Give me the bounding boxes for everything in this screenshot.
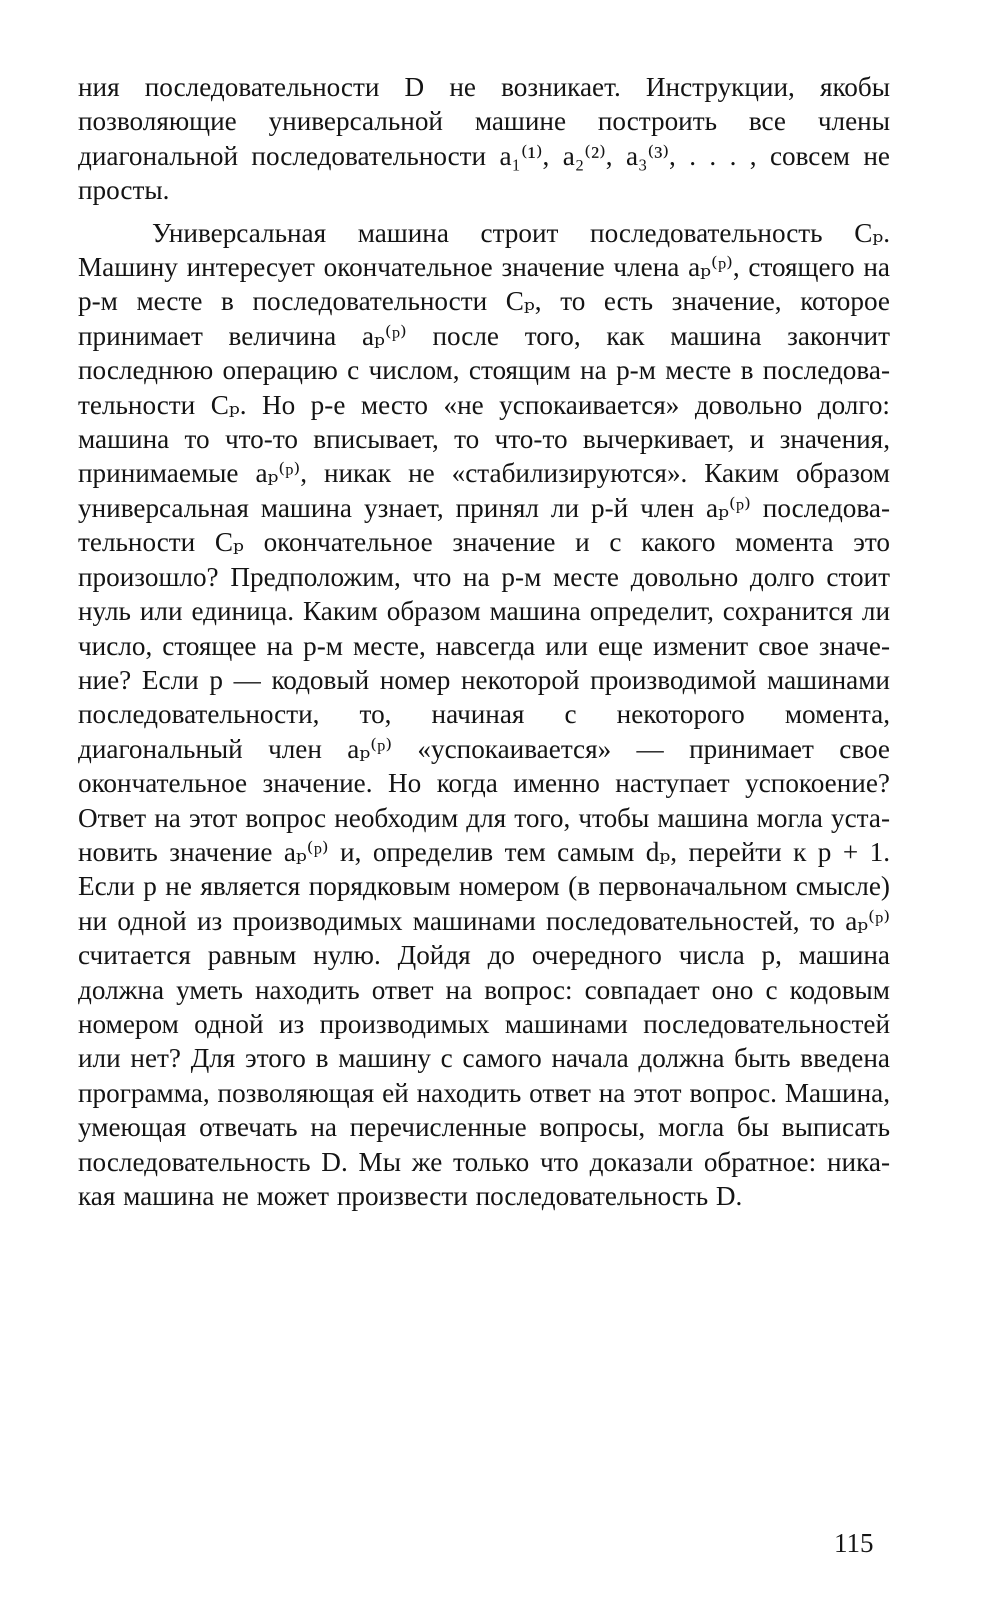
paragraph-universal-machine: Универсальная машина строит последовательность Cₚ. Машину интересует окончательное значение члена aₚ⁽ᵖ⁾, стоящего на p-м месте в последовательности Cₚ, то есть значение, которое принимает величина aₚ⁽ᵖ⁾ после того, как машина закончит последнюю операцию с числом, стоящим на p-м месте в последовательности Cₚ. Но p-е место «не успокаивается» довольно долго: машина то что-то вписывает, то что-то вычеркивает, и значения, принимаемые aₚ⁽ᵖ⁾, никак не «стабилизируются». Каким образом универсальная машина узнает, принял ли p-й член aₚ⁽ᵖ⁾ последовательности Cₚ окончательное значение и с какого момента это произошло? Предположим, что на p-м месте довольно долго стоит нуль или единица. Каким образом машина определит, сохранится ли число, стоящее на p-м месте, навсегда или еще изменит свое значение? Если p — кодовый номер некоторой производимой машинами последовательности, то, начиная с некоторого момента, диагональный член aₚ⁽ᵖ⁾ «успокаивается» — принимает свое окончательное значение. Но когда именно наступает успокоение? Ответ на этот вопрос необходим для того, чтобы машина могла установить значение aₚ⁽ᵖ⁾ и, определив тем самым dₚ, перейти к p + 1. Если p не является порядковым номером (в первоначальном смысле) ни одной из производимых машинами последовательностей, то aₚ⁽ᵖ⁾ считается равным нулю. Дойдя до очередного числа p, машина должна уметь находить ответ на вопрос: совпадает оно с кодовым номером одной из производимых машинами последовательностей или нет? Для этого в машину с самого начала должна быть введена программа, позволяющая ей находить ответ на этот вопрос. Машина, умеющая отвечать на перечисленные вопросы, могла бы выписать последовательность D. Мы же только что доказали обратное: никакая машина не может произвести последовательность D. (78, 217, 890, 1211)
paragraph-continuation: ния последовательности D не возникает. Инструкции, якобы позволяющие универсальной машине построить все члены диагональной последовательности a₁⁽¹⁾, a₂⁽²⁾, a₃⁽³⁾, . . . , совсем не просты. (78, 72, 890, 206)
page-number: 115 (834, 1528, 874, 1558)
page-text-block (78, 70, 890, 1213)
